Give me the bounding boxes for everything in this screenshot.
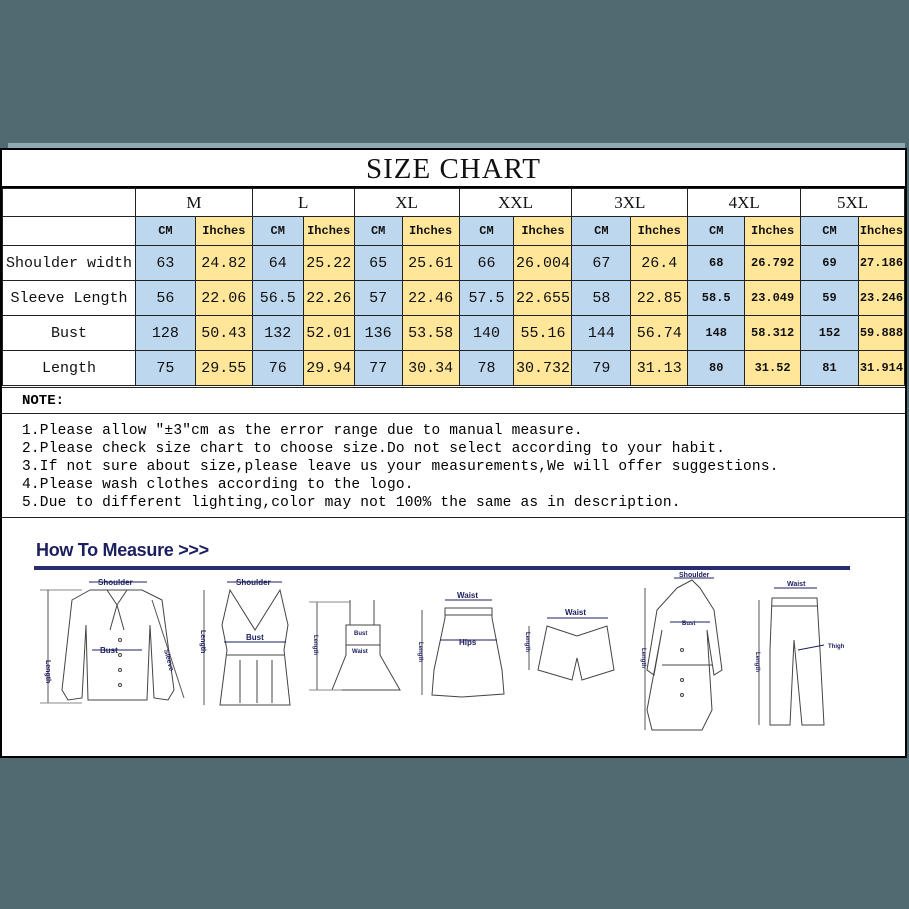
cell-inches: 50.43 (195, 316, 252, 351)
svg-text:Length: Length (44, 660, 51, 684)
cell-cm: 76 (252, 351, 303, 386)
unit-cm: CM (688, 217, 745, 246)
svg-text:Shoulder: Shoulder (98, 578, 133, 587)
cell-inches: 22.26 (303, 281, 354, 316)
note-item: 1.Please allow ″±3″cm as the error range due to manual measure. (22, 423, 583, 439)
unit-cm: CM (459, 217, 514, 246)
size-chart-sheet (0, 148, 907, 758)
cell-inches: 24.82 (195, 246, 252, 281)
table-row (3, 246, 905, 281)
cell-cm: 58 (572, 281, 631, 316)
table-row (3, 281, 905, 316)
cell-cm: 58.5 (688, 281, 745, 316)
svg-text:Bust: Bust (246, 633, 264, 642)
note-list (2, 414, 905, 518)
row-label: Sleeve Length (3, 281, 136, 316)
cell-inches: 26.792 (745, 246, 801, 281)
cell-cm: 64 (252, 246, 303, 281)
cell-cm: 79 (572, 351, 631, 386)
note-item: 3.If not sure about size,please leave us your measurements,We will offer suggestions. (22, 459, 779, 475)
cell-inches: 31.52 (745, 351, 801, 386)
corner-cell (3, 189, 136, 217)
unit-cm: CM (572, 217, 631, 246)
size-5xl: 5XL (801, 189, 905, 217)
svg-text:Length: Length (754, 652, 760, 672)
row-label: Length (3, 351, 136, 386)
cell-cm: 136 (354, 316, 402, 351)
cell-cm: 67 (572, 246, 631, 281)
cell-cm: 81 (801, 351, 859, 386)
svg-text:Hips: Hips (459, 638, 477, 647)
cell-cm: 59 (801, 281, 859, 316)
skirt-diagram-icon (417, 591, 504, 697)
chart-title: SIZE CHART (2, 150, 905, 188)
cell-cm: 66 (459, 246, 514, 281)
note-item: 2.Please check size chart to choose size.Do not select according to your habit. (22, 441, 726, 457)
note-header: NOTE: (2, 387, 905, 414)
size-xxl: XXL (459, 189, 572, 217)
size-l: L (252, 189, 354, 217)
cell-cm: 148 (688, 316, 745, 351)
cell-inches: 26.4 (631, 246, 688, 281)
corner-cell (3, 217, 136, 246)
cell-inches: 30.732 (514, 351, 572, 386)
svg-text:Waist: Waist (787, 581, 806, 588)
unit-inches: Ihches (858, 217, 904, 246)
svg-text:Sleeve: Sleeve (162, 648, 175, 672)
cell-inches: 30.34 (402, 351, 459, 386)
cell-cm: 140 (459, 316, 514, 351)
cell-inches: 22.85 (631, 281, 688, 316)
note-item: 4.Please wash clothes according to the logo. (22, 477, 414, 493)
blouse-diagram-icon (40, 578, 184, 703)
table-row (3, 316, 905, 351)
unit-inches: Ihches (402, 217, 459, 246)
cell-inches: 27.186 (858, 246, 904, 281)
cell-inches: 59.888 (858, 316, 904, 351)
svg-text:Bust: Bust (354, 631, 368, 637)
cell-inches: 31.13 (631, 351, 688, 386)
unit-cm: CM (354, 217, 402, 246)
cell-inches: 26.004 (514, 246, 572, 281)
unit-inches: Ihches (303, 217, 354, 246)
cell-inches: 23.049 (745, 281, 801, 316)
cell-cm: 57 (354, 281, 402, 316)
svg-text:Waist: Waist (565, 608, 587, 617)
row-label: Bust (3, 316, 136, 351)
cell-cm: 57.5 (459, 281, 514, 316)
cell-cm: 128 (135, 316, 195, 351)
cell-cm: 152 (801, 316, 859, 351)
svg-text:Length: Length (417, 642, 423, 662)
cell-cm: 144 (572, 316, 631, 351)
svg-text:Shoulder: Shoulder (236, 578, 271, 587)
cell-inches: 56.74 (631, 316, 688, 351)
unit-cm: CM (801, 217, 859, 246)
svg-text:Length: Length (524, 632, 530, 652)
svg-text:Waist: Waist (352, 649, 368, 655)
svg-text:Length: Length (199, 630, 206, 654)
cell-inches: 22.655 (514, 281, 572, 316)
unit-header-row (3, 217, 905, 246)
svg-text:Bust: Bust (682, 621, 696, 627)
unit-inches: Ihches (745, 217, 801, 246)
cell-inches: 53.58 (402, 316, 459, 351)
coat-diagram-icon (640, 572, 722, 730)
size-header-row (3, 189, 905, 217)
shorts-diagram-icon (524, 608, 614, 680)
size-m: M (135, 189, 252, 217)
cell-cm: 68 (688, 246, 745, 281)
cell-cm: 69 (801, 246, 859, 281)
cell-inches: 22.06 (195, 281, 252, 316)
pants-diagram-icon (754, 581, 845, 725)
cell-inches: 52.01 (303, 316, 354, 351)
svg-text:Thigh: Thigh (828, 644, 845, 650)
cell-cm: 80 (688, 351, 745, 386)
svg-text:Waist: Waist (457, 591, 479, 600)
cell-cm: 132 (252, 316, 303, 351)
size-4xl: 4XL (688, 189, 801, 217)
cell-inches: 25.61 (402, 246, 459, 281)
cell-inches: 22.46 (402, 281, 459, 316)
unit-cm: CM (135, 217, 195, 246)
how-to-measure-heading: How To Measure >>> (36, 540, 209, 560)
cell-cm: 65 (354, 246, 402, 281)
cell-cm: 77 (354, 351, 402, 386)
cell-cm: 56 (135, 281, 195, 316)
cell-inches: 23.246 (858, 281, 904, 316)
tank-top-diagram-icon (199, 578, 290, 705)
dress-diagram-icon (309, 600, 400, 690)
cell-inches: 29.94 (303, 351, 354, 386)
row-label: Shoulder width (3, 246, 136, 281)
cell-cm: 56.5 (252, 281, 303, 316)
size-3xl: 3XL (572, 189, 688, 217)
svg-text:Length: Length (640, 648, 646, 668)
unit-inches: Ihches (514, 217, 572, 246)
svg-text:Bust: Bust (100, 646, 118, 655)
unit-inches: Ihches (195, 217, 252, 246)
svg-text:Shoulder: Shoulder (679, 572, 710, 579)
size-table (2, 188, 905, 386)
note-item: 5.Due to different lighting,color may not 100% the same as in description. (22, 495, 681, 511)
cell-cm: 78 (459, 351, 514, 386)
cell-cm: 75 (135, 351, 195, 386)
cell-inches: 58.312 (745, 316, 801, 351)
size-xl: XL (354, 189, 459, 217)
cell-inches: 29.55 (195, 351, 252, 386)
cell-cm: 63 (135, 246, 195, 281)
table-row (3, 351, 905, 386)
measurement-diagrams (2, 570, 905, 755)
unit-inches: Ihches (631, 217, 688, 246)
cell-inches: 55.16 (514, 316, 572, 351)
cell-inches: 31.914 (858, 351, 904, 386)
unit-cm: CM (252, 217, 303, 246)
svg-text:Length: Length (312, 635, 318, 655)
cell-inches: 25.22 (303, 246, 354, 281)
